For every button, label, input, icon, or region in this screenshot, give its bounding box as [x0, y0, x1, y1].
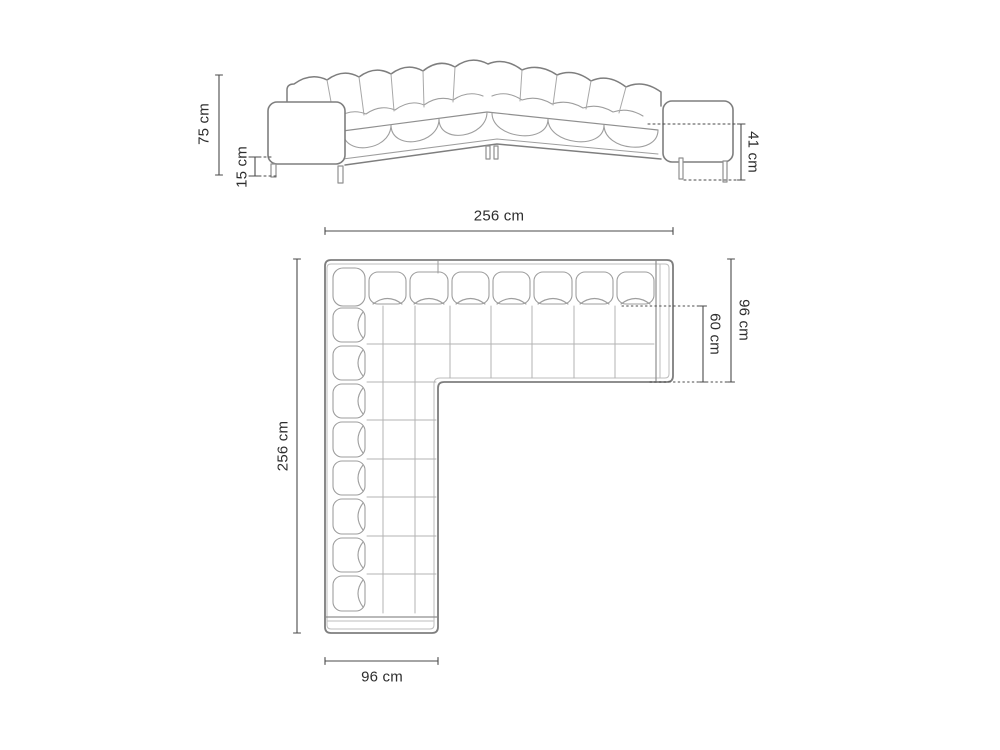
front-left-armrest — [268, 102, 345, 164]
front-total-height-label: 75 cm — [195, 103, 213, 145]
front-leg-height-label: 15 cm — [233, 146, 251, 188]
plan-seat-depth-label: 60 cm — [706, 313, 724, 355]
plan-depth-right-label: 96 cm — [735, 299, 753, 341]
plan-length-left-label: 256 cm — [274, 420, 292, 472]
top-view-drawing — [325, 260, 673, 633]
front-right-armrest — [663, 101, 733, 162]
plan-width-bottom-label: 96 cm — [361, 668, 403, 686]
front-view-drawing — [268, 60, 733, 183]
front-seat-height-label: 41 cm — [744, 131, 762, 173]
plan-width-top-label: 256 cm — [473, 207, 525, 225]
